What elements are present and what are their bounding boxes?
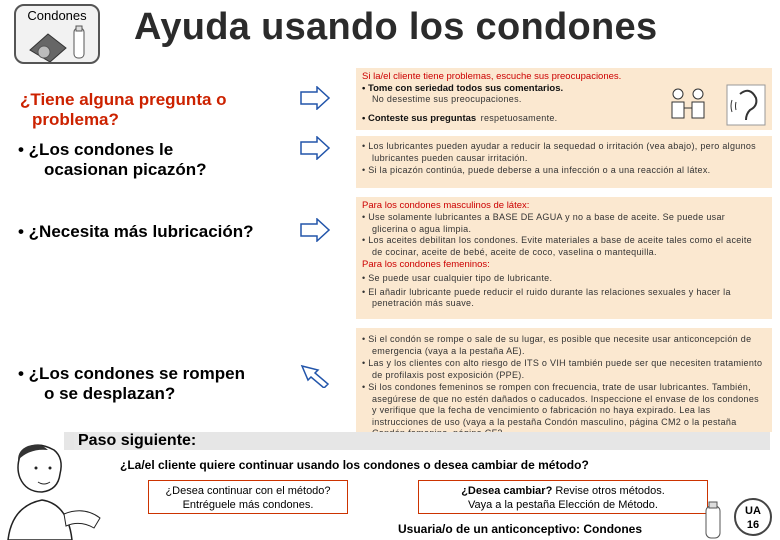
- box3-bullet: • Use solamente lubricantes a BASE DE AGUA y no a base de aceite. Se puede usar glicerina o agua limpia.: [362, 212, 726, 234]
- change-instruction: Vaya a la pestaña Elección de Método.: [468, 499, 658, 511]
- question-itching: [18, 140, 206, 180]
- lubrication-box: [356, 197, 772, 319]
- page-badge-section: UA: [745, 505, 761, 517]
- box3-heading-female: Para los condones femeninos:: [362, 259, 490, 270]
- question-line: ¿Tiene alguna pregunta o: [20, 90, 227, 109]
- arrow-right-icon: [300, 86, 330, 110]
- next-step-question: ¿La/el cliente quiere continuar usando los condones o desea cambiar de método?: [120, 458, 589, 472]
- box3-heading-male: Para los condones masculinos de látex:: [362, 200, 530, 211]
- listening-ear-icon: [726, 84, 766, 126]
- provider-illustration-icon: [4, 436, 114, 540]
- next-step-label: Paso siguiente:: [74, 432, 200, 450]
- question-line: • ¿Los condones le: [18, 140, 174, 159]
- question-line: ocasionan picazón?: [44, 160, 207, 179]
- box3-bullet: • El añadir lubricante puede reducir el ruido durante las relaciones sexuales y hacer la penetración más suave.: [362, 286, 731, 308]
- condom-package-icon: [26, 24, 92, 62]
- arrow-right-icon: [300, 218, 330, 242]
- question-has-problems: [20, 90, 227, 130]
- box2-bullet: • Si la picazón continúa, puede deberse a una infección o a una reacción al látex.: [362, 165, 711, 175]
- breaking-box: [356, 328, 772, 432]
- box3-bullet: • Los aceites debilitan los condones. Evite materiales a base de aceite tales como el aceite de cocinar, aceite de bebé, aceite de coco, vaselina o mantequilla.: [362, 235, 752, 257]
- itching-box: [356, 136, 772, 188]
- question-line: problema?: [32, 110, 119, 129]
- people-talking-icon: [668, 86, 708, 126]
- box4-bullet: • Las y los clientes con alto riesgo de ITS o VIH también puede ser que necesiten tratamiento de profilaxis post exposición (PPE).: [362, 358, 763, 380]
- arrow-diagonal-icon: [300, 364, 330, 388]
- page-title: Ayuda usando los condones: [134, 6, 658, 48]
- question-breaking: [18, 364, 245, 404]
- question-line: o se desplazan?: [44, 384, 176, 403]
- tab-condones[interactable]: [14, 4, 100, 64]
- box1-bullet: [356, 106, 772, 126]
- box1-rest: respetuosamente.: [480, 112, 558, 123]
- tab-label: Condones: [27, 8, 87, 23]
- continue-method-option[interactable]: [148, 480, 348, 514]
- continue-answer: Entréguele más condones.: [182, 499, 314, 511]
- question-lubrication: [18, 222, 254, 242]
- change-answer: Revise otros métodos.: [555, 485, 665, 497]
- box1-text: No desestime sus preocupaciones.: [372, 94, 522, 104]
- change-question: ¿Desea cambiar?: [461, 485, 553, 497]
- box1-heading: Si la/el cliente tiene problemas, escuche sus preocupaciones.: [362, 71, 622, 82]
- arrow-right-icon: [300, 136, 330, 160]
- problems-box: [356, 68, 772, 130]
- question-line: • ¿Necesita más lubricación?: [18, 222, 254, 241]
- box3-bullet: • Se puede usar cualquier tipo de lubricante.: [362, 273, 553, 283]
- page-badge: [734, 498, 772, 536]
- change-method-option[interactable]: [418, 480, 708, 514]
- continue-question: ¿Desea continuar con el método?: [165, 485, 331, 497]
- box4-bullet: • Si el condón se rompe o sale de su lugar, es posible que necesite usar anticoncepción de emergencia (vaya a la pestaña AE).: [362, 334, 752, 356]
- bottle-icon: [698, 500, 728, 540]
- box1-bullet: • Tome con seriedad todos sus comentarios.: [362, 83, 564, 94]
- footer-caption: Usuaria/o de un anticonceptivo: Condones: [398, 522, 643, 536]
- box4-bullet: • Si los condones femeninos se rompen con frecuencia, trate de usar lubricantes. También, asegúrese de que no estén dañados o caducados. Inspeccione el envase de los condones y verifique que la fecha de vencimiento o fabricación no haya expirado. Lea las instrucciones de uso (vaya a la pestaña Condón masculino, página CM2 o la pestaña: [362, 382, 759, 427]
- box2-bullet: • Los lubricantes pueden ayudar a reducir la sequedad o irritación (vea abajo), pero algunos lubricantes pueden causar irritación.: [362, 141, 756, 163]
- box1-bold: • Conteste sus preguntas: [362, 112, 477, 124]
- page-badge-number: 16: [746, 519, 760, 531]
- question-line: • ¿Los condones se rompen: [18, 364, 245, 383]
